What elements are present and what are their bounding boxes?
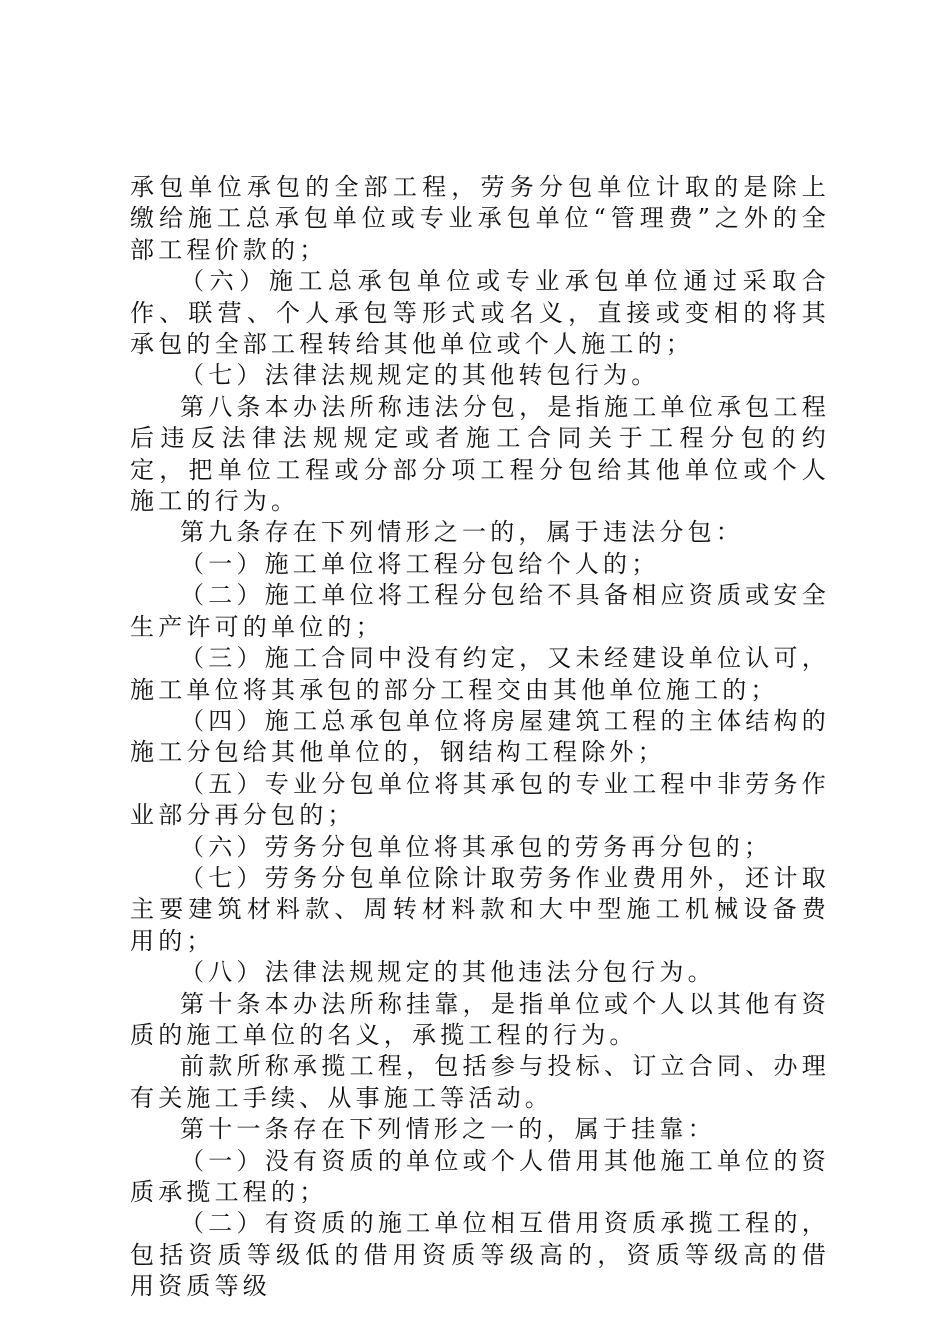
paragraph-article-11: 第十一条存在下列情形之一的，属于挂靠： bbox=[180, 1115, 716, 1144]
paragraph-article-9-item-5: （五）专业分包单位将其承包的专业工程中非劳务作业部分再分包的； bbox=[130, 769, 830, 830]
paragraph-article-9: 第九条存在下列情形之一的，属于违法分包： bbox=[180, 518, 744, 547]
paragraph-article-9-item-7: （七）劳务分包单位除计取劳务作业费用外，还计取主要建筑材料款、周转材料款和大中型施工机械设备费用的； bbox=[130, 863, 830, 955]
paragraph-article-9-item-2: （二）施工单位将工程分包给不具备相应资质或安全生产许可的单位的； bbox=[130, 581, 830, 641]
paragraph-article-9-item-8: （八）法律法规规定的其他违法分包行为。 bbox=[180, 958, 716, 987]
paragraph-article-11-item-1: （一）没有资质的单位或个人借用其他施工单位的资质承揽工程的； bbox=[130, 1146, 830, 1206]
paragraph-item-7-transfer: （七）法律法规规定的其他转包行为。 bbox=[180, 361, 660, 390]
paragraph-article-9-item-4: （四）施工总承包单位将房屋建筑工程的主体结构的施工分包给其他单位的，钢结构工程除外； bbox=[130, 706, 830, 767]
paragraph-article-8: 第八条本办法所称违法分包，是指施工单位承包工程后违反法律法规规定或者施工合同关于工程分包的约定，把单位工程或分部分项工程分包给其他单位或个人施工的行为。 bbox=[130, 392, 830, 516]
paragraph-article-9-item-1: （一）施工单位将工程分包给个人的； bbox=[180, 549, 660, 578]
paragraph-item-6-transfer: （六）施工总承包单位或专业承包单位通过采取合作、联营、个人承包等形式或名义，直接或变相的将其承包的全部工程转给其他单位或个人施工的； bbox=[130, 267, 830, 359]
paragraph-continuation: 承包单位承包的全部工程，劳务分包单位计取的是除上缴给施工总承包单位或专业承包单位“管理费”之外的全部工程价款的； bbox=[130, 173, 830, 264]
paragraph-article-10-note: 前款所称承揽工程，包括参与投标、订立合同、办理有关施工手续、从事施工等活动。 bbox=[130, 1052, 830, 1112]
document-body bbox=[130, 172, 830, 1303]
paragraph-article-9-item-6: （六）劳务分包单位将其承包的劳务再分包的； bbox=[180, 832, 773, 861]
paragraph-article-10: 第十条本办法所称挂靠，是指单位或个人以其他有资质的施工单位的名义，承揽工程的行为。 bbox=[130, 989, 830, 1049]
paragraph-article-9-item-3: （三）施工合同中没有约定，又未经建设单位认可，施工单位将其承包的部分工程交由其他单位施工的； bbox=[130, 644, 830, 704]
paragraph-article-11-item-2: （二）有资质的施工单位相互借用资质承揽工程的，包括资质等级低的借用资质等级高的，资质等级高的借用资质等级 bbox=[130, 1209, 830, 1301]
